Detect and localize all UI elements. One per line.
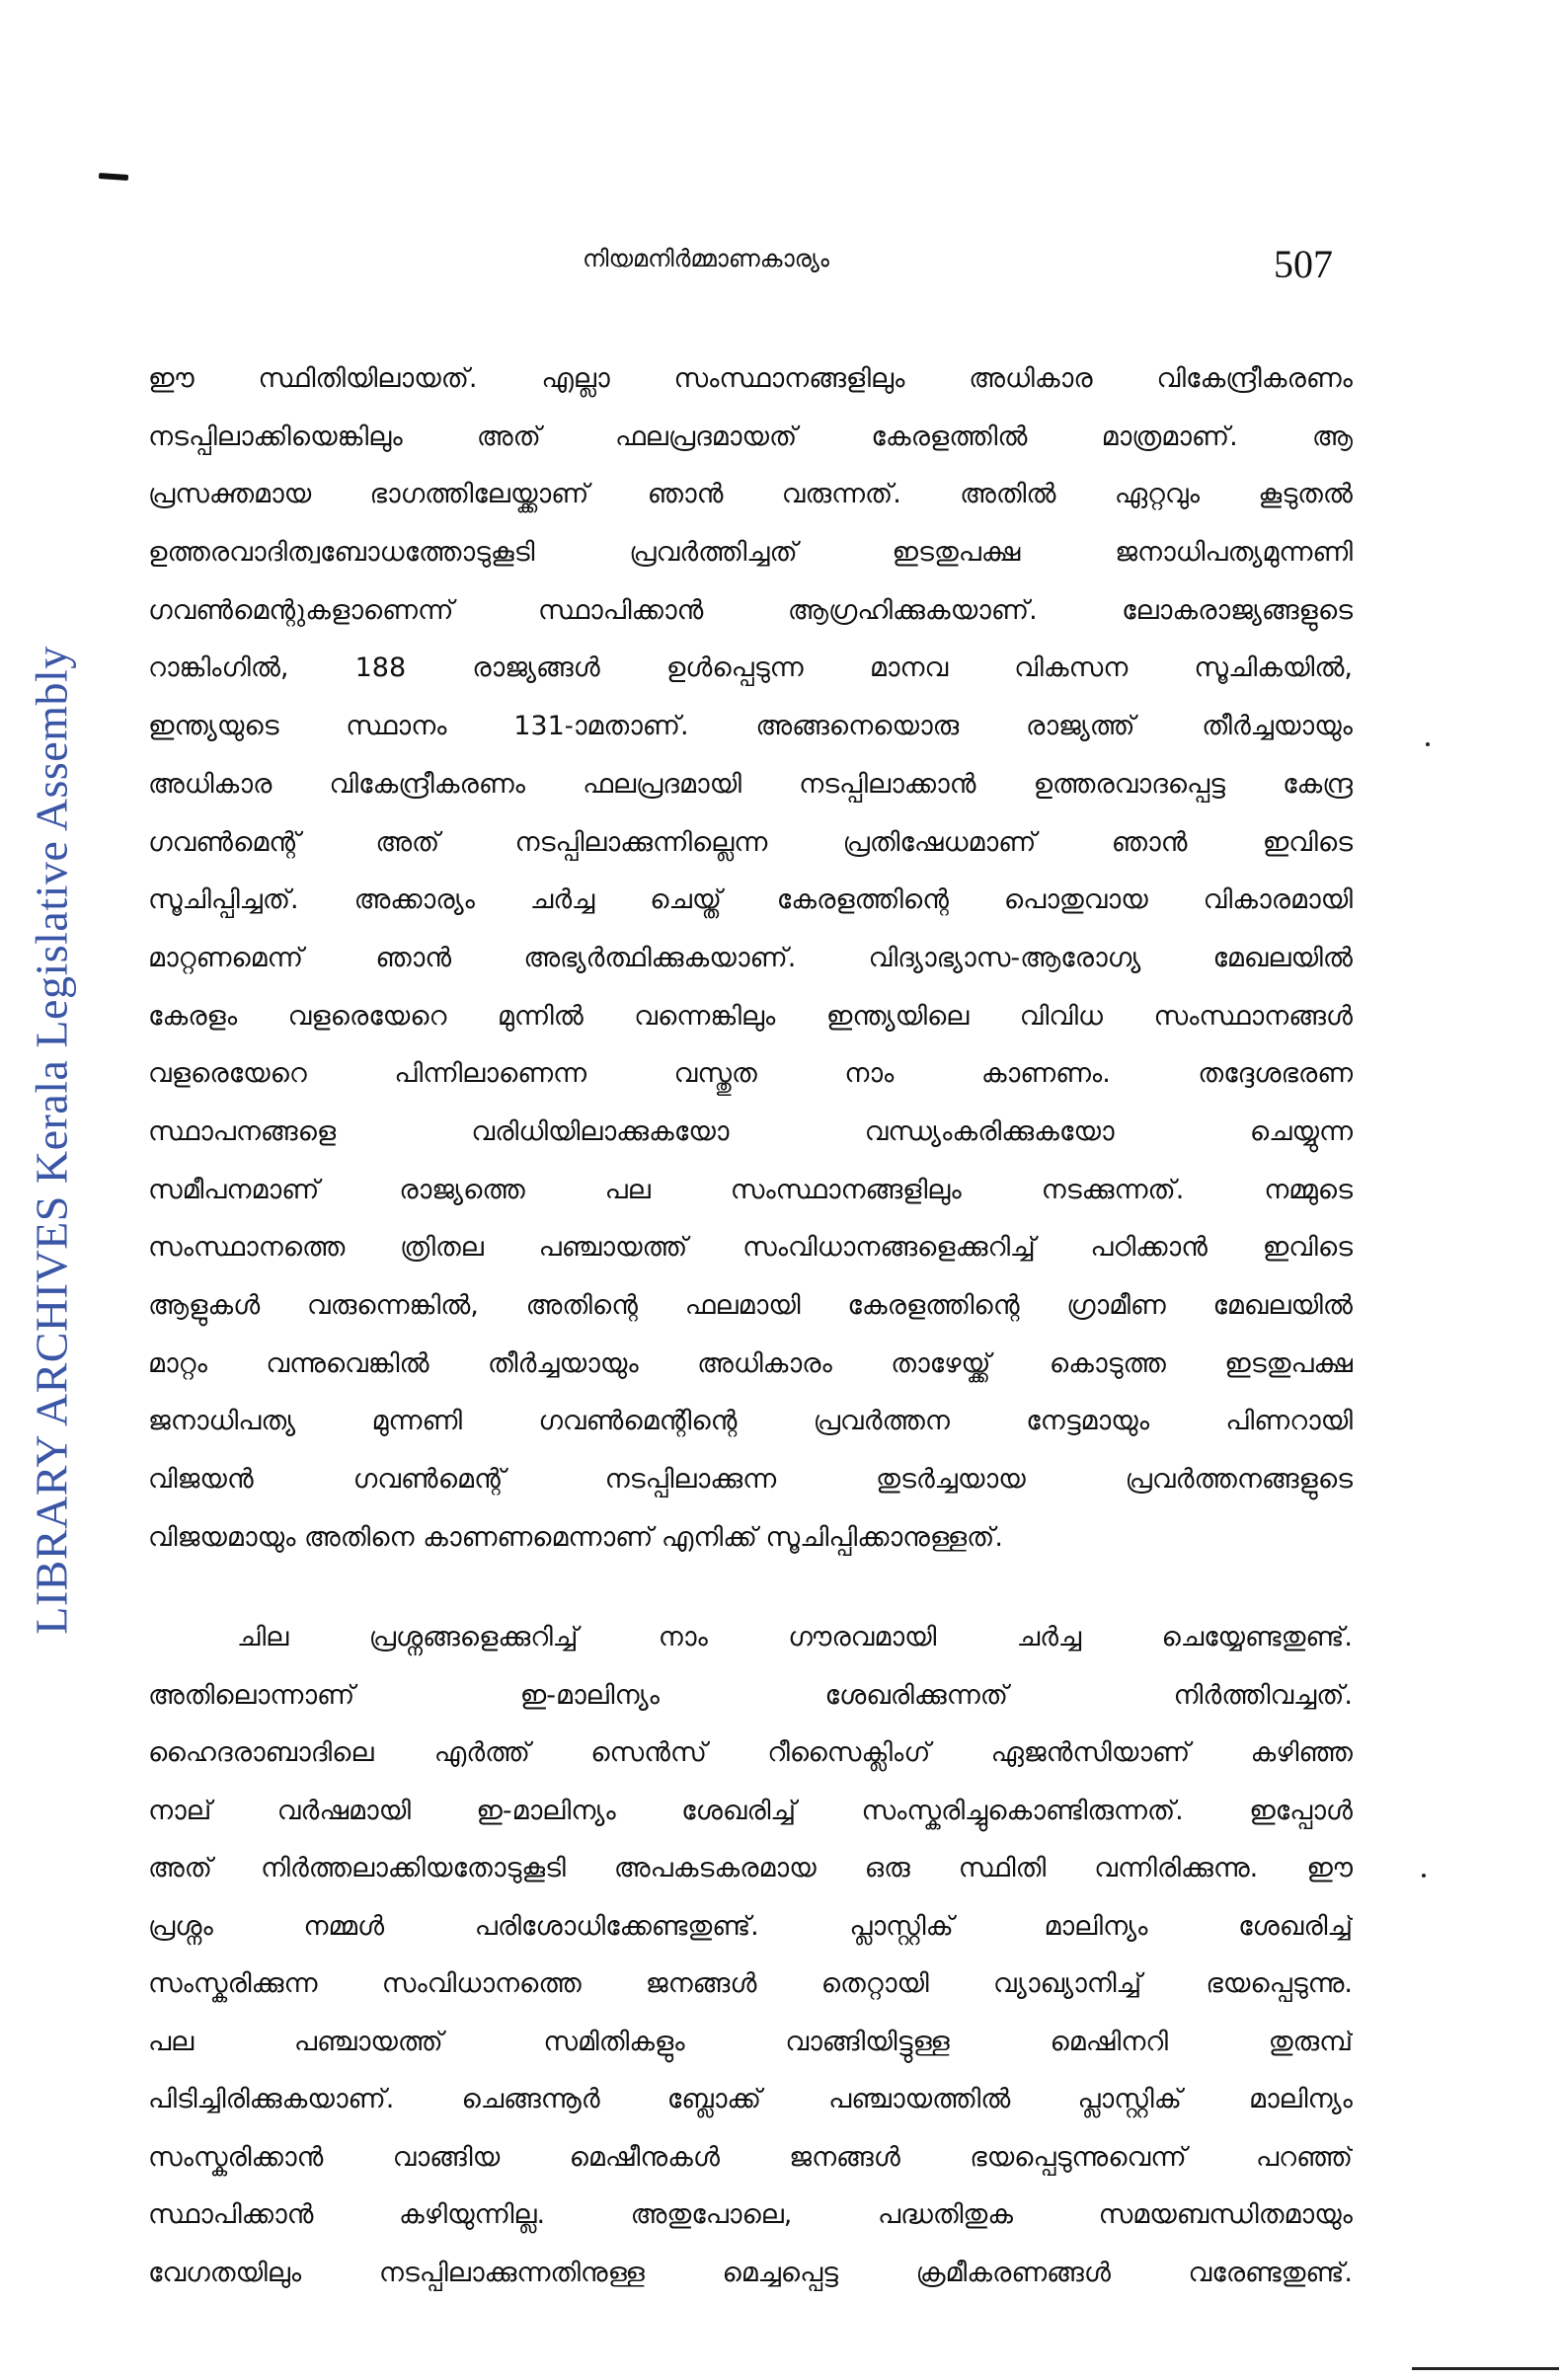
text-line: ഹൈദരാബാദിലെ എർത്ത് സെൻസ് റീസൈക്ലിംഗ് ഏജൻസിയാണ് കഴിഞ്ഞ (148, 1737, 1353, 1768)
scan-speck (1422, 1874, 1426, 1878)
text-line: അധികാര വികേന്ദ്രീകരണം ഫലപ്രദമായി നടപ്പിലാക്കാൻ ഉത്തരവാദപ്പെട്ട കേന്ദ്ര (148, 768, 1353, 800)
text-line: സംസ്ഥാനത്തെ ത്രിതല പഞ്ചായത്ത് സംവിധാനങ്ങളെക്കുറിച്ച് പഠിക്കാൻ ഇവിടെ (148, 1232, 1353, 1264)
text-line: നാല് വർഷമായി ഇ-മാലിന്യം ശേഖരിച്ച് സംസ്കരിച്ചുകൊണ്ടിരുന്നത്. ഇപ്പോൾ (148, 1795, 1353, 1826)
text-line: വളരെയേറെ പിന്നിലാണെന്ന വസ്തുത നാം കാണണം. തദ്ദേശഭരണ (148, 1058, 1353, 1090)
page-number: 507 (1274, 242, 1333, 286)
running-title: നിയമനിർമ്മാണകാര്യം (583, 245, 829, 272)
text-line: ചില പ്രശ്നങ്ങളെക്കുറിച്ച് നാം ഗൗരവമായി ചർച്ച ചെയ്യേണ്ടതുണ്ട്. (237, 1622, 1353, 1652)
paragraph-2 (148, 1609, 1353, 2302)
text-line: ഈ സ്ഥിതിയിലായത്. എല്ലാ സംസ്ഥാനങ്ങളിലും അധികാര വികേന്ദ്രീകരണം (148, 363, 1353, 394)
text-line: അത് നിർത്തലാക്കിയതോടുകൂടി അപകടകരമായ ഒരു സ്ഥിതി വന്നിരിക്കുന്നു. ഈ (148, 1853, 1353, 1883)
text-line: കേരളം വളരെയേറെ മുന്നിൽ വന്നെങ്കിലും ഇന്ത്യയിലെ വിവിധ സംസ്ഥാനങ്ങൾ (148, 1000, 1353, 1032)
text-line: നടപ്പിലാക്കിയെങ്കിലും അത് ഫലപ്രദമായത് കേരളത്തിൽ മാത്രമാണ്. ആ (148, 421, 1353, 452)
text-line: സമീപനമാണ് രാജ്യത്തെ പല സംസ്ഥാനങ്ങളിലും നടക്കുന്നത്. നമ്മുടെ (148, 1174, 1353, 1205)
archive-watermark (0, 0, 109, 2380)
text-line: വേഗതയിലും നടപ്പിലാക്കുന്നതിനുള്ള മെച്ചപ്പെട്ട ക്രമീകരണങ്ങൾ വരേണ്ടതുണ്ട്. (148, 2257, 1353, 2288)
paragraph-1 (148, 350, 1353, 1567)
text-line: സ്ഥാപിക്കാൻ കഴിയുന്നില്ല. അതുപോലെ, പദ്ധതിതുക സമയബന്ധിതമായും (148, 2199, 1353, 2230)
text-line: സംസ്കരിക്കുന്ന സംവിധാനത്തെ ജനങ്ങൾ തെറ്റായി വ്യാഖ്യാനിച്ച് ഭയപ്പെടുന്നു. (148, 1968, 1353, 1999)
text-line: ജനാധിപത്യ മുന്നണി ഗവൺമെന്റിന്റെ പ്രവർത്തന നേട്ടമായും പിണറായി (148, 1406, 1353, 1437)
scan-speck (1426, 742, 1430, 746)
text-line: വിജയമായും അതിനെ കാണണമെന്നാണ് എനിക്ക് സൂചിപ്പിക്കാനുള്ളത്. (148, 1521, 1003, 1553)
text-line: വിജയൻ ഗവൺമെന്റ് നടപ്പിലാക്കുന്ന തുടർച്ചയായ പ്രവർത്തനങ്ങളുടെ (148, 1464, 1353, 1496)
text-line: സ്ഥാപനങ്ങളെ വരിധിയിലാക്കുകയോ വന്ധ്യംകരിക്കുകയോ ചെയ്യുന്ന (148, 1115, 1353, 1147)
text-line: ഗവൺമെന്റ് അത് നടപ്പിലാക്കുന്നില്ലെന്ന പ്രതിഷേധമാണ് ഞാൻ ഇവിടെ (148, 826, 1353, 858)
text-line: മാറ്റണമെന്ന് ഞാൻ അഭ്യർത്ഥിക്കുകയാണ്. വിദ്യാഭ്യാസ-ആരോഗ്യ മേഖലയിൽ (148, 942, 1353, 973)
text-line: മാറ്റം വന്നുവെങ്കിൽ തീർച്ചയായും അധികാരം താഴേയ്ക്ക് കൊടുത്ത ഇടതുപക്ഷ (148, 1347, 1353, 1379)
text-line: പ്രശ്നം നമ്മൾ പരിശോധിക്കേണ്ടതുണ്ട്. പ്ലാസ്റ്റിക് മാലിന്യം ശേഖരിച്ച് (148, 1910, 1353, 1942)
text-line: സൂചിപ്പിച്ചത്. അക്കാര്യം ചർച്ച ചെയ്ത് കേരളത്തിന്റെ പൊതുവായ വികാരമായി (148, 884, 1353, 916)
text-line: പല പഞ്ചായത്ത് സമിതികളും വാങ്ങിയിട്ടുള്ള മെഷിനറി തുരുമ്പ് (148, 2026, 1353, 2057)
text-line: അതിലൊന്നാണ് ഇ-മാലിന്യം ശേഖരിക്കുന്നത് നിർത്തിവച്ചത്. (148, 1679, 1353, 1711)
text-line: ഉത്തരവാദിത്വബോധത്തോടുകൂടി പ്രവർത്തിച്ചത് ഇടതുപക്ഷ ജനാധിപത്യമുന്നണി (148, 537, 1353, 569)
watermark-text: LIBRARY ARCHIVES Kerala Legislative Assembly (26, 646, 77, 1635)
text-line: സംസ്കരിക്കാൻ വാങ്ങിയ മെഷീനുകൾ ജനങ്ങൾ ഭയപ്പെടുന്നുവെന്ന് പറഞ്ഞ് (148, 2141, 1353, 2173)
text-line: റാങ്കിംഗിൽ, 188 രാജ്യങ്ങൾ ഉൾപ്പെടുന്ന മാനവ വികസന സൂചികയിൽ, (148, 653, 1353, 684)
text-line: പിടിച്ചിരിക്കുകയാണ്. ചെങ്ങന്നൂർ ബ്ലോക്ക് പഞ്ചായത്തിൽ പ്ലാസ്റ്റിക് മാലിന്യം (148, 2084, 1353, 2114)
bottom-rule (1412, 2367, 1559, 2370)
text-line: ഇന്ത്യയുടെ സ്ഥാനം 131-ാമതാണ്. അങ്ങനെയൊരു രാജ്യത്ത് തീർച്ചയായും (148, 711, 1353, 742)
text-line: ഗവൺമെന്റുകളാണെന്ന് സ്ഥാപിക്കാൻ ആഗ്രഹിക്കുകയാണ്. ലോകരാജ്യങ്ങളുടെ (148, 594, 1353, 626)
text-line: പ്രസക്തമായ ഭാഗത്തിലേയ്ക്കാണ് ഞാൻ വരുന്നത്. അതിൽ ഏറ്റവും കൂടുതൽ (148, 479, 1353, 510)
text-line: ആളുകൾ വരുന്നെങ്കിൽ, അതിന്റെ ഫലമായി കേരളത്തിന്റെ ഗ്രാമീണ മേഖലയിൽ (148, 1290, 1353, 1321)
